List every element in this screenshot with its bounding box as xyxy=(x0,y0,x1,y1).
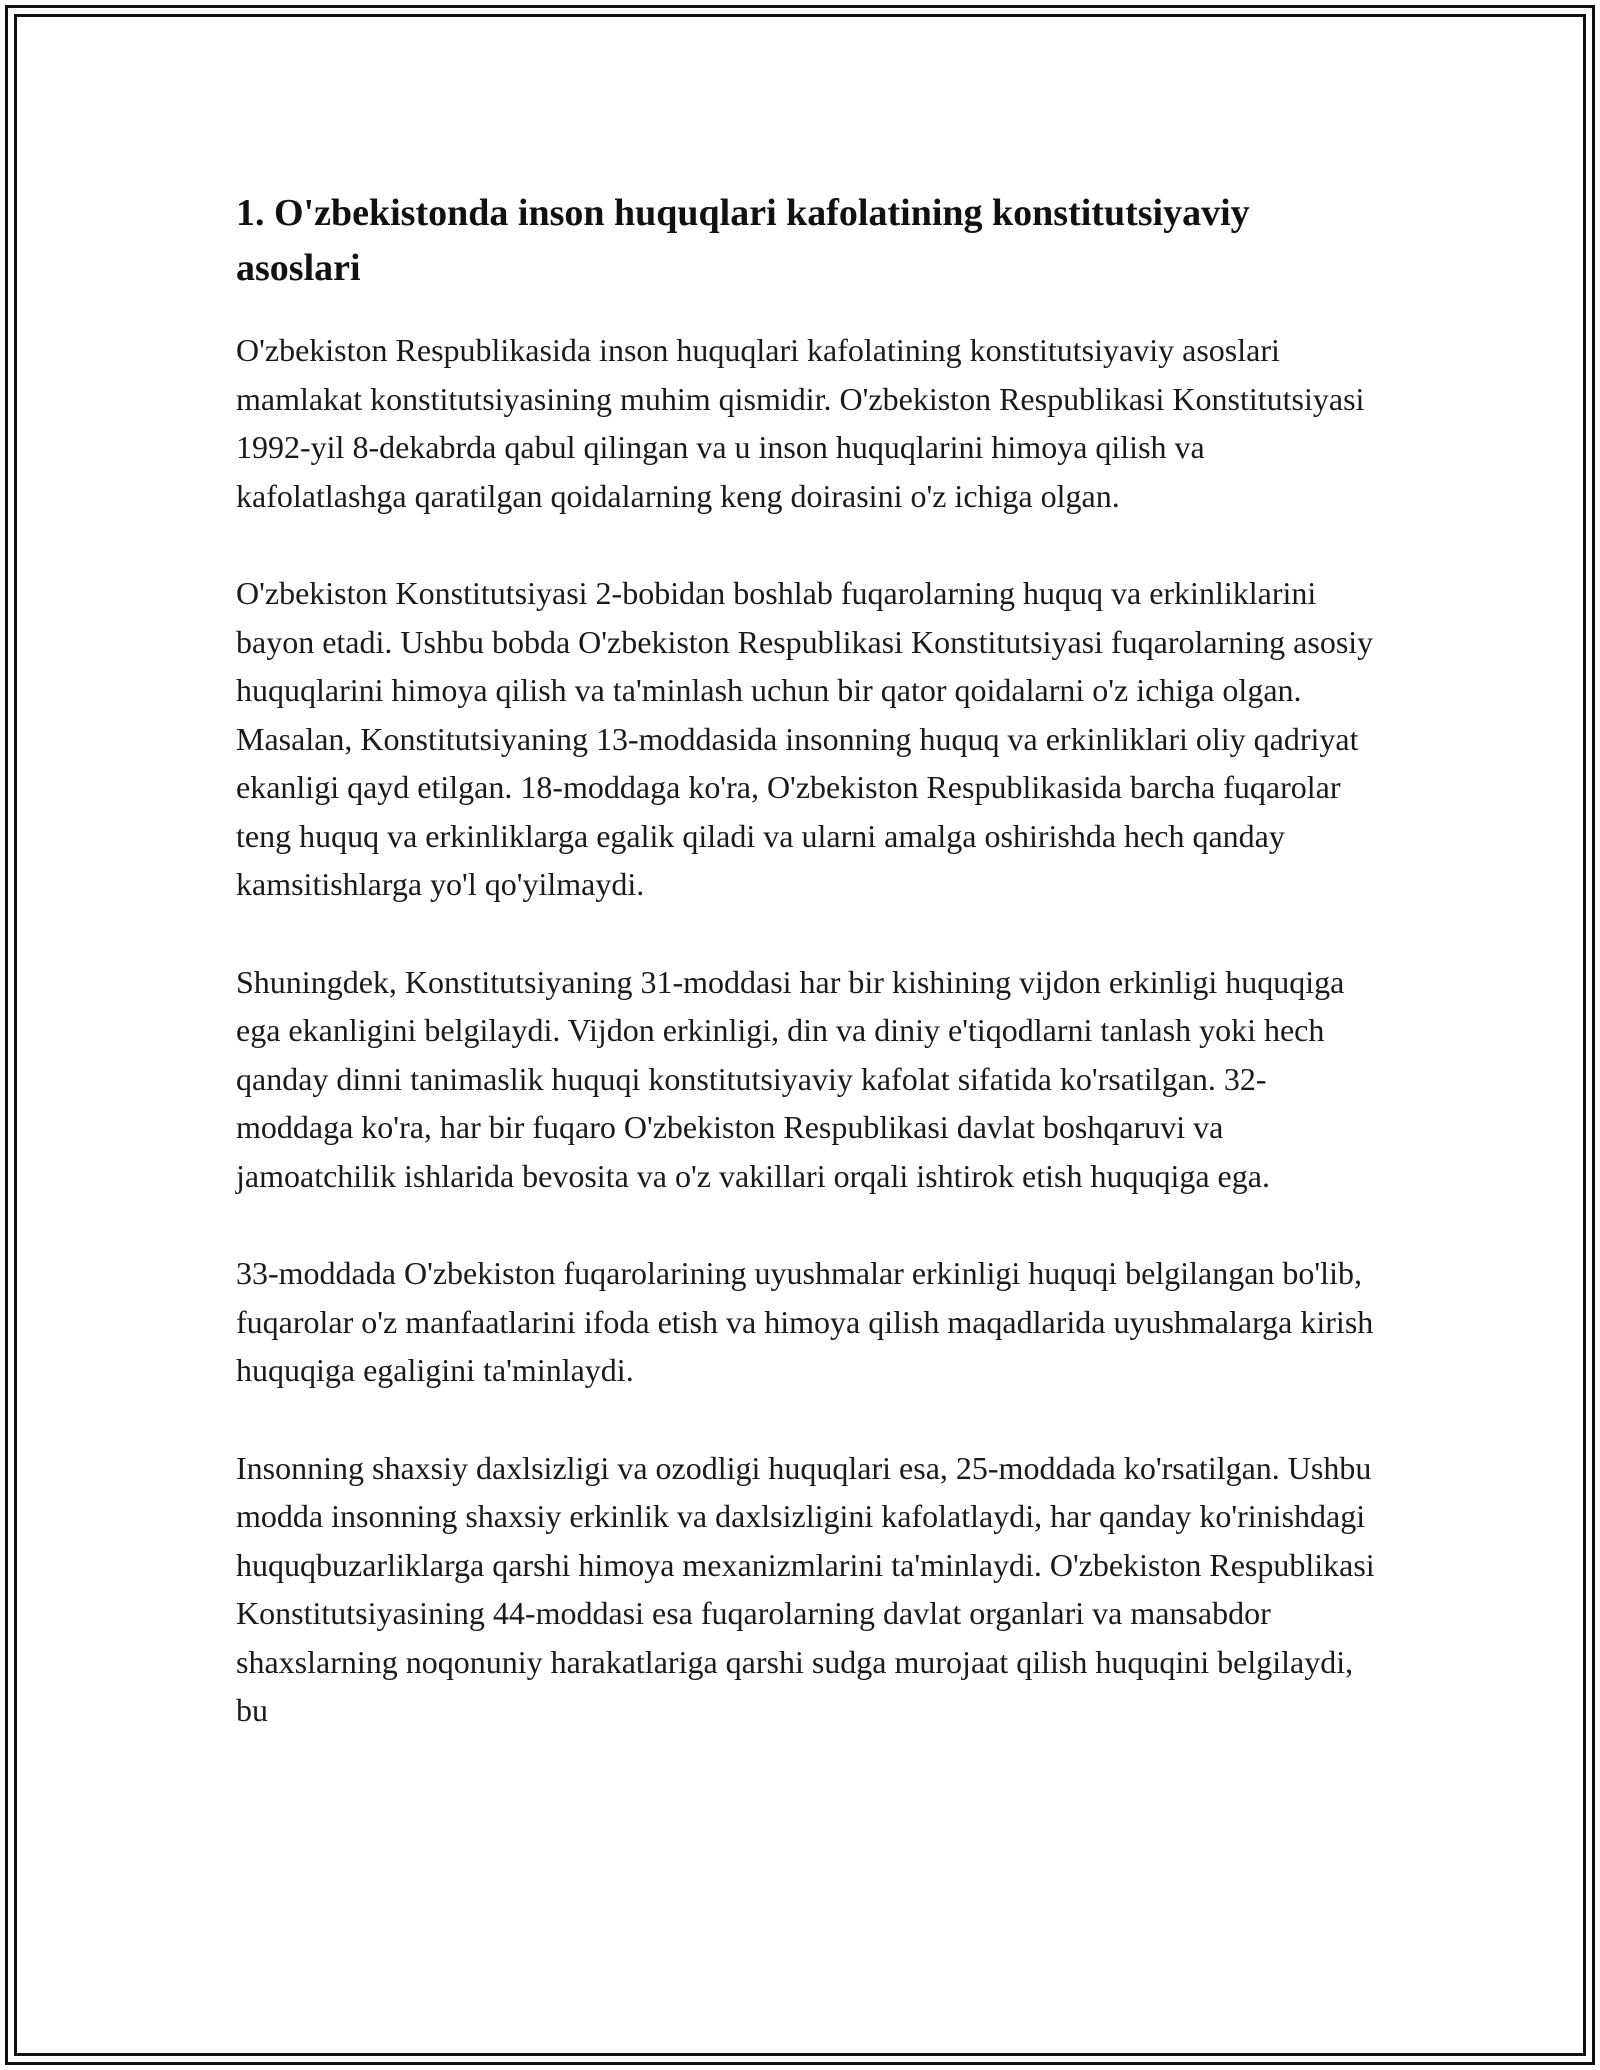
document-body xyxy=(236,186,1376,1784)
section-heading: 1. O'zbekistonda inson huquqlari kafolatining konstitutsiyaviy asoslari xyxy=(236,192,1250,289)
paragraph-2: O'zbekiston Konstitutsiyasi 2-bobidan boshlab fuqarolarning huquq va erkinliklarini bayon etadi. Ushbu bobda O'zbekiston Respublikasi Konstitutsiyasi fuqarolarning asosiy huquqlarini himoya qilish va ta'minlash uchun bir qator qoidalarni o'z ichiga olgan. Masalan, Konstitutsiyaning 13-moddasida insonning huquq va erkinliklari oliy qadriyat ekanligi qayd etilgan. 18-moddaga ko'ra, O'zbekiston Respublikasida barcha fuqarolar teng huquq va erkinliklarga egalik qiladi va ularni amalga oshirishda hech qanday kamsitishlarga yo'l qo'yilmaydi. xyxy=(236,575,1374,902)
paragraph-4: 33-moddada O'zbekiston fuqarolarining uyushmalar erkinligi huquqi belgilangan bo'lib, fuqarolar o'z manfaatlarini ifoda etish va himoya qilish maqadlarida uyushmalarga kirish huquqiga egaligini ta'minlaydi. xyxy=(236,1255,1374,1388)
paragraph-1: O'zbekiston Respublikasida inson huquqlari kafolatining konstitutsiyaviy asoslari mamlakat konstitutsiyasining muhim qismidir. O'zbekiston Respublikasi Konstitutsiyasi 1992-yil 8-dekabrda qabul qilingan va u inson huquqlarini himoya qilish va kafolatlashga qaratilgan qoidalarning keng doirasini o'z ichiga olgan. xyxy=(236,332,1365,514)
paragraph-3: Shuningdek, Konstitutsiyaning 31-moddasi har bir kishining vijdon erkinligi huquqiga ega ekanligini belgilaydi. Vijdon erkinligi, din va diniy e'tiqodlarni tanlash yoki hech qanday dinni tanimaslik huquqi konstitutsiyaviy kafolat sifatida ko'rsatilgan. 32-moddaga ko'ra, har bir fuqaro O'zbekiston Respublikasi davlat boshqaruvi va jamoatchilik ishlarida bevosita va o'z vakillari orqali ishtirok etish huquqiga ega. xyxy=(236,963,1345,1194)
paragraph-5: Insonning shaxsiy daxlsizligi va ozodligi huquqlari esa, 25-moddada ko'rsatilgan. Ushbu modda insonning shaxsiy erkinlik va daxlsizligini kafolatlaydi, har qanday ko'rinishdagi huquqbuzarliklarga qarshi himoya mexanizmlarini ta'minlaydi. O'zbekiston Respublikasi Konstitutsiyasining 44-moddasi esa fuqarolarning davlat organlari va mansabdor shaxslarning noqonuniy harakatlariga qarshi sudga murojaat qilish huquqini belgilaydi, bu xyxy=(236,1449,1375,1728)
